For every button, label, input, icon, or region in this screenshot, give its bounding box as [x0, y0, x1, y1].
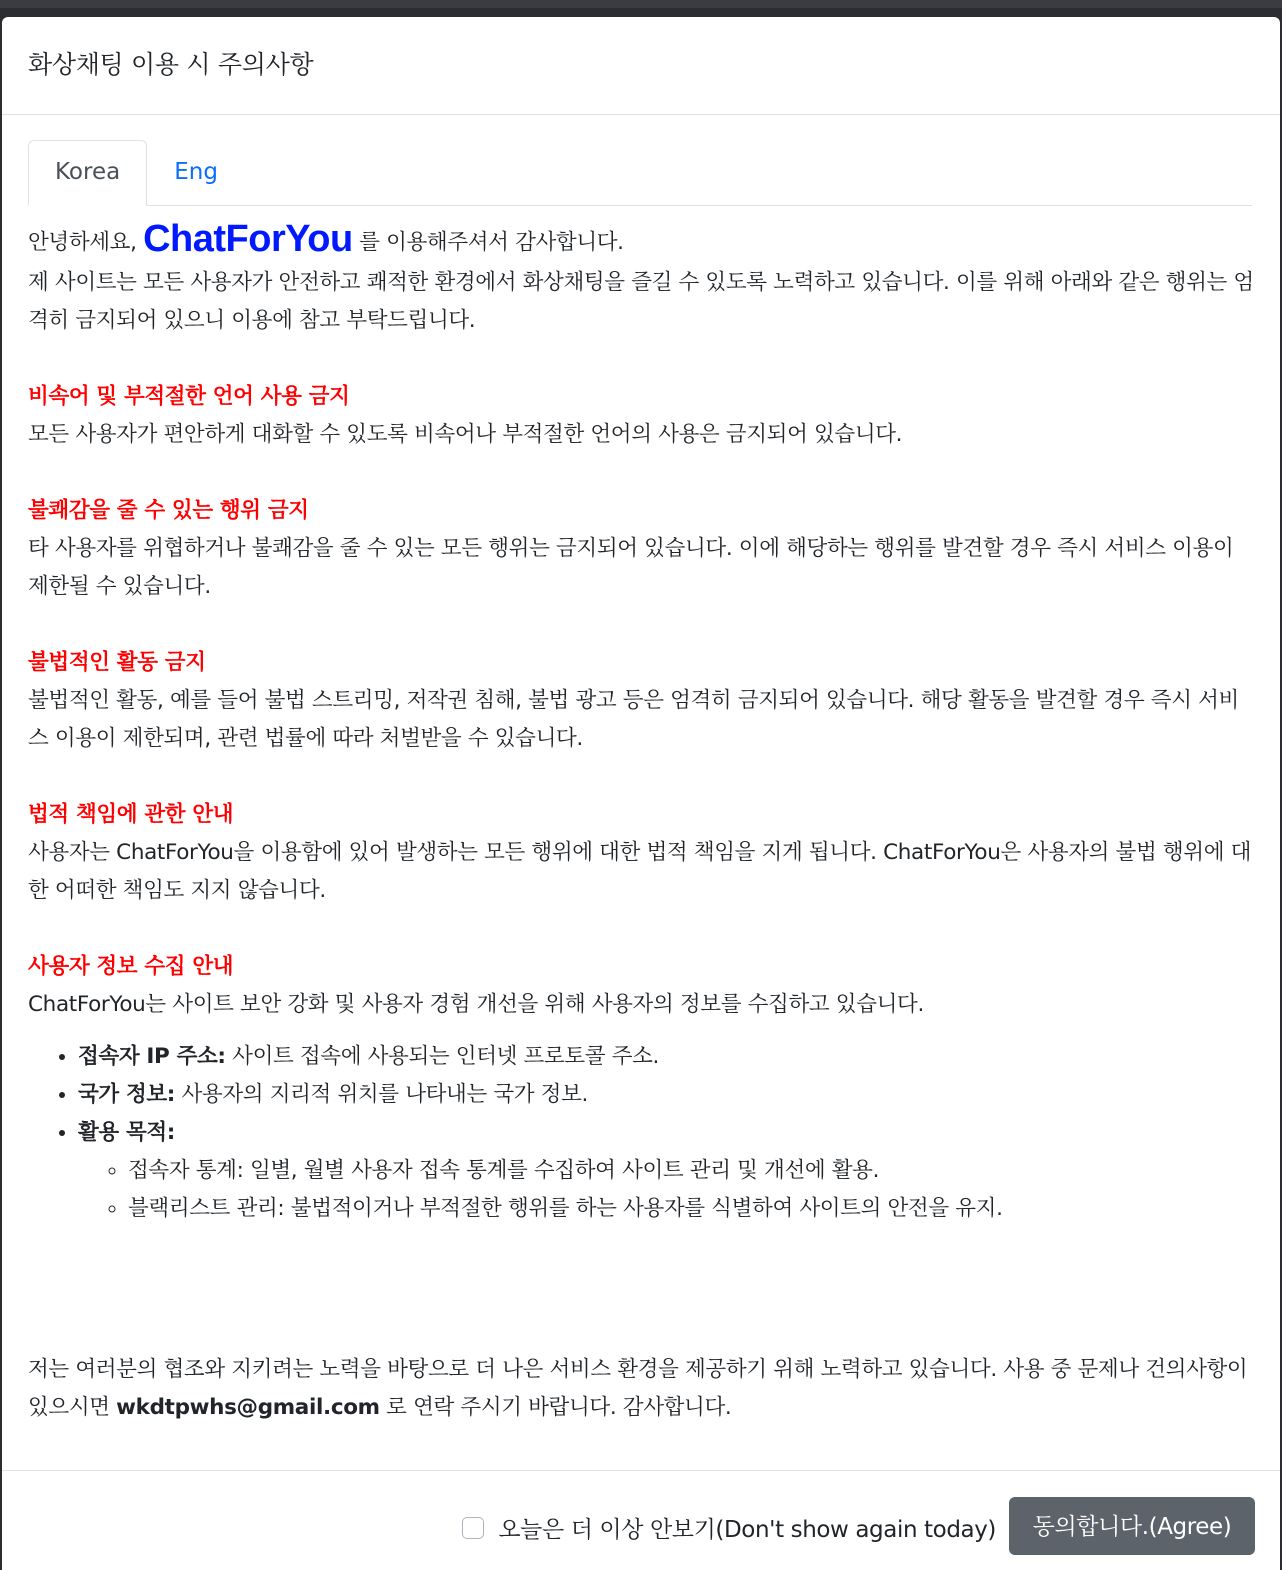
- dont-show-again-label[interactable]: 오늘은 더 이상 안보기(Don't show again today): [498, 1517, 996, 1543]
- modal-body: [2, 115, 1280, 1452]
- modal-title: 화상채팅 이용 시 주의사항: [28, 50, 314, 79]
- agree-button[interactable]: 동의합니다.(Agree): [1009, 1497, 1255, 1555]
- list-item-ip: [78, 1038, 1254, 1076]
- closing-after: 로 연락 주시기 바랍니다. 감사합니다.: [379, 1395, 732, 1420]
- section-title-offensive: 불쾌감을 줄 수 있는 행위 금지: [28, 498, 309, 523]
- greeting-before: 안녕하세요,: [28, 230, 144, 255]
- closing-paragraph: [28, 1351, 1254, 1427]
- dont-show-again-checkbox[interactable]: [462, 1517, 484, 1539]
- section-title-profanity: 비속어 및 부적절한 언어 사용 금지: [28, 384, 350, 409]
- notice-modal: [2, 17, 1280, 1570]
- section-title-data-collection: 사용자 정보 수집 안내: [28, 954, 234, 979]
- contact-email: wkdtpwhs@gmail.com: [116, 1395, 380, 1420]
- section-title-legal: 법적 책임에 관한 안내: [28, 802, 234, 827]
- ip-text: 사이트 접속에 사용되는 인터넷 프로토콜 주소.: [225, 1044, 660, 1069]
- country-text: 사용자의 지리적 위치를 나타내는 국가 정보.: [175, 1082, 588, 1107]
- list-item-purpose: [78, 1114, 1254, 1228]
- section-title-illegal: 불법적인 활동 금지: [28, 650, 206, 675]
- collected-info-list: [28, 1038, 1254, 1228]
- greeting: [28, 218, 1254, 264]
- tab-korea[interactable]: Korea: [28, 140, 147, 206]
- language-tabs: [28, 140, 1252, 206]
- section-text-illegal: 불법적인 활동, 예를 들어 불법 스트리밍, 저작권 침해, 불법 광고 등은 엄격히 금지되어 있습니다. 해당 활동을 발견할 경우 즉시 서비스 이용이 제한되며, 관련 법률에 따라 처벌받을 수 있습니다.: [28, 688, 1239, 751]
- ip-label: 접속자 IP 주소:: [78, 1044, 226, 1069]
- notice-content: [28, 218, 1254, 1228]
- tab-eng[interactable]: Eng: [174, 159, 218, 185]
- modal-header: [2, 17, 1280, 115]
- section-text-profanity: 모든 사용자가 편안하게 대화할 수 있도록 비속어나 부적절한 언어의 사용은 금지되어 있습니다.: [28, 422, 903, 447]
- dont-show-again-control[interactable]: [462, 1511, 996, 1544]
- intro-paragraph: 제 사이트는 모든 사용자가 안전하고 쾌적한 환경에서 화상채팅을 즐길 수 있도록 노력하고 있습니다. 이를 위해 아래와 같은 행위는 엄격히 금지되어 있으니 이용에 참고 부탁드립니다.: [28, 270, 1254, 333]
- section-text-legal: 사용자는 ChatForYou을 이용함에 있어 발생하는 모든 행위에 대한 법적 책임을 지게 됩니다. ChatForYou은 사용자의 불법 행위에 대한 어떠한 책임도 지지 않습니다.: [28, 840, 1252, 903]
- brand-name: ChatForYou: [143, 218, 353, 260]
- purpose-item-statistics: ◦ 접속자 통계: 일별, 월별 사용자 접속 통계를 수집하여 사이트 관리 및 개선에 활용.: [128, 1152, 1254, 1190]
- purpose-item-blacklist: ◦ 블랙리스트 관리: 불법적이거나 부적절한 행위를 하는 사용자를 식별하여 사이트의 안전을 유지.: [128, 1190, 1254, 1228]
- window-top-bar: [0, 0, 1282, 8]
- purpose-label: 활용 목적:: [78, 1120, 176, 1145]
- section-text-offensive: 타 사용자를 위협하거나 불쾌감을 줄 수 있는 모든 행위는 금지되어 있습니다. 이에 해당하는 행위를 발견할 경우 즉시 서비스 이용이 제한될 수 있습니다.: [28, 536, 1234, 599]
- country-label: 국가 정보:: [78, 1082, 176, 1107]
- modal-footer: [2, 1470, 1280, 1570]
- greeting-after: 를 이용해주셔서 감사합니다.: [352, 230, 624, 255]
- purpose-sublist: [78, 1152, 1254, 1228]
- list-item-country: [78, 1076, 1254, 1114]
- section-text-data-collection: ChatForYou는 사이트 보안 강화 및 사용자 경험 개선을 위해 사용자의 정보를 수집하고 있습니다.: [28, 992, 924, 1017]
- closing-before: 저는 여러분의 협조와 지키려는 노력을 바탕으로 더 나은 서비스 환경을 제공하기 위해 노력하고 있습니다. 사용 중 문제나 건의사항이 있으시면: [28, 1357, 1248, 1420]
